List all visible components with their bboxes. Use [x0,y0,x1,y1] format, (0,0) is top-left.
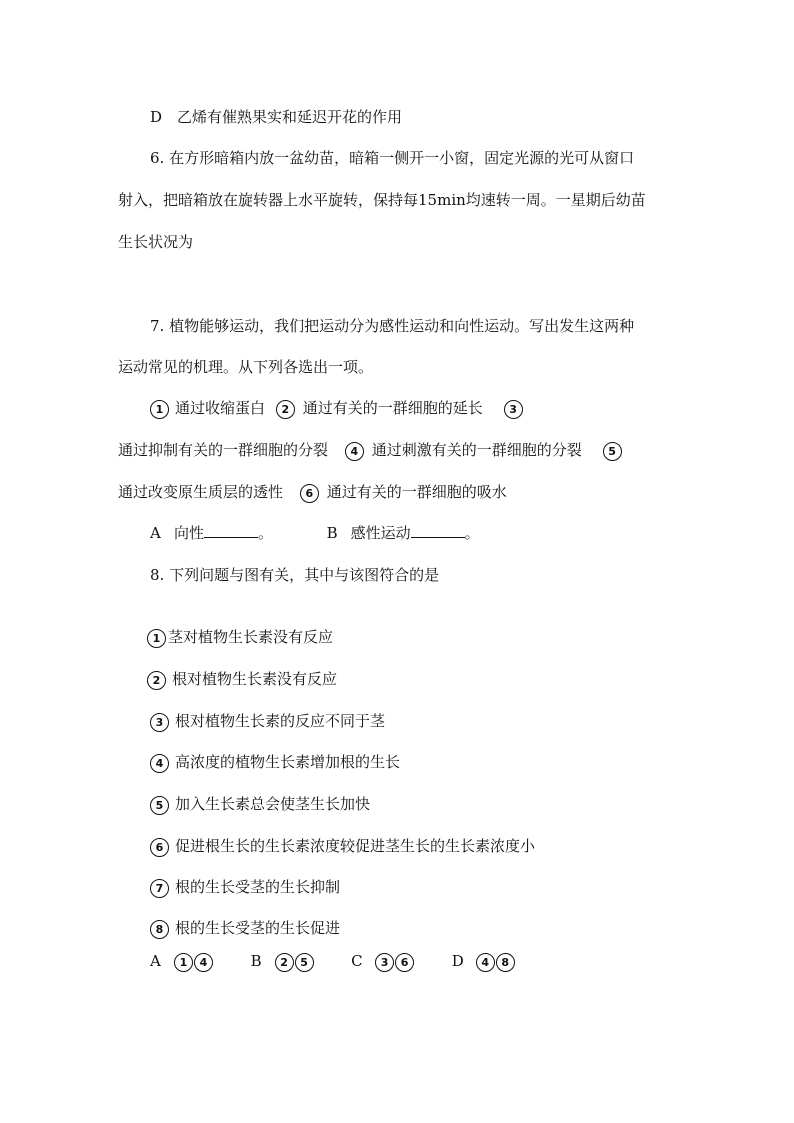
circled-number: 6 [150,838,169,857]
q8-stem: 8. 下列问题与图有关，其中与该图符合的是 [150,566,440,584]
statement-text: 促进根生长的生长素浓度较促进茎生长的生长素浓度小 [175,837,536,855]
answer-label: 向性 [174,524,205,542]
statement-text: 茎对植物生长素没有反应 [168,628,334,646]
period: 。 [258,524,274,542]
period: 。 [464,524,480,542]
choice-letter: B [250,952,262,970]
q8-choices-row [150,951,521,972]
q6-line-3: 生长状况为 [118,233,194,251]
circled-number: 8 [150,920,169,939]
q5-option-d: D 乙烯有催熟果实和延迟开花的作用 [150,108,403,126]
circled-number: 1 [147,629,166,648]
answer-letter: A [150,524,161,542]
q8-statement [150,794,370,815]
statement-text: 根的生长受茎的生长抑制 [175,878,341,896]
circled-number: 6 [300,484,319,503]
q8-statement [147,669,337,690]
answer-blank[interactable] [204,523,258,538]
circled-number: 8 [496,953,515,972]
q7-option-text: 通过收缩蛋白 [175,399,266,417]
circled-number: 3 [150,713,169,732]
circled-number: 4 [476,953,495,972]
circled-number: 2 [276,400,295,419]
statement-text: 根对植物生长素的反应不同于茎 [175,712,386,730]
answer-label: 感性运动 [350,524,411,542]
q7-options-row-3 [118,482,507,503]
choice-letter: D [451,952,464,970]
q7-option-text: 通过改变原生质层的透性 [118,483,284,501]
q7-option-text: 通过有关的一群细胞的吸水 [326,483,507,501]
circled-number: 4 [194,953,213,972]
q7-option-text: 通过刺激有关的一群细胞的分裂 [371,441,582,459]
circled-number: 5 [150,796,169,815]
answer-letter: B [326,524,338,542]
q7-options-row-2 [118,440,630,461]
statement-text: 加入生长素总会使茎生长加快 [175,795,371,813]
q7-answer-row [150,523,480,543]
q6-line-1: 6. 在方形暗箱内放一盆幼苗，暗箱一侧开一小窗，固定光源的光可从窗口 [150,149,635,167]
answer-blank[interactable] [411,523,465,538]
q8-statement [150,918,340,939]
circled-number: 7 [150,879,169,898]
q8-statement [150,877,340,898]
q8-statement [150,836,535,857]
circled-number: 4 [345,442,364,461]
q7-option-text: 通过有关的一群细胞的延长 [302,399,483,417]
q8-statement [150,711,385,732]
circled-number: 5 [603,442,622,461]
q6-line-2: 射入，把暗箱放在旋转器上水平旋转，保持每15min均速转一周。一星期后幼苗 [118,191,646,209]
q8-statement [150,752,400,773]
choice-letter: A [150,952,161,970]
circled-number: 5 [295,953,314,972]
circled-number: 3 [504,400,523,419]
circled-number: 3 [375,953,394,972]
circled-number: 2 [147,671,166,690]
statement-text: 根的生长受茎的生长促进 [175,919,341,937]
circled-number: 2 [275,953,294,972]
circled-number: 1 [174,953,193,972]
q8-statement [147,627,333,648]
q7-line-1: 7. 植物能够运动，我们把运动分为感性运动和向性运动。写出发生这两种 [150,317,635,335]
statement-text: 根对植物生长素没有反应 [172,670,338,688]
choice-letter: C [351,952,363,970]
circled-number: 1 [150,400,169,419]
q7-line-2: 运动常见的机理。从下列各选出一项。 [118,358,374,376]
q7-options-row-1 [150,398,531,419]
q7-option-text: 通过抑制有关的一群细胞的分裂 [118,441,329,459]
circled-number: 6 [395,953,414,972]
circled-number: 4 [150,754,169,773]
statement-text: 高浓度的植物生长素增加根的生长 [175,753,401,771]
